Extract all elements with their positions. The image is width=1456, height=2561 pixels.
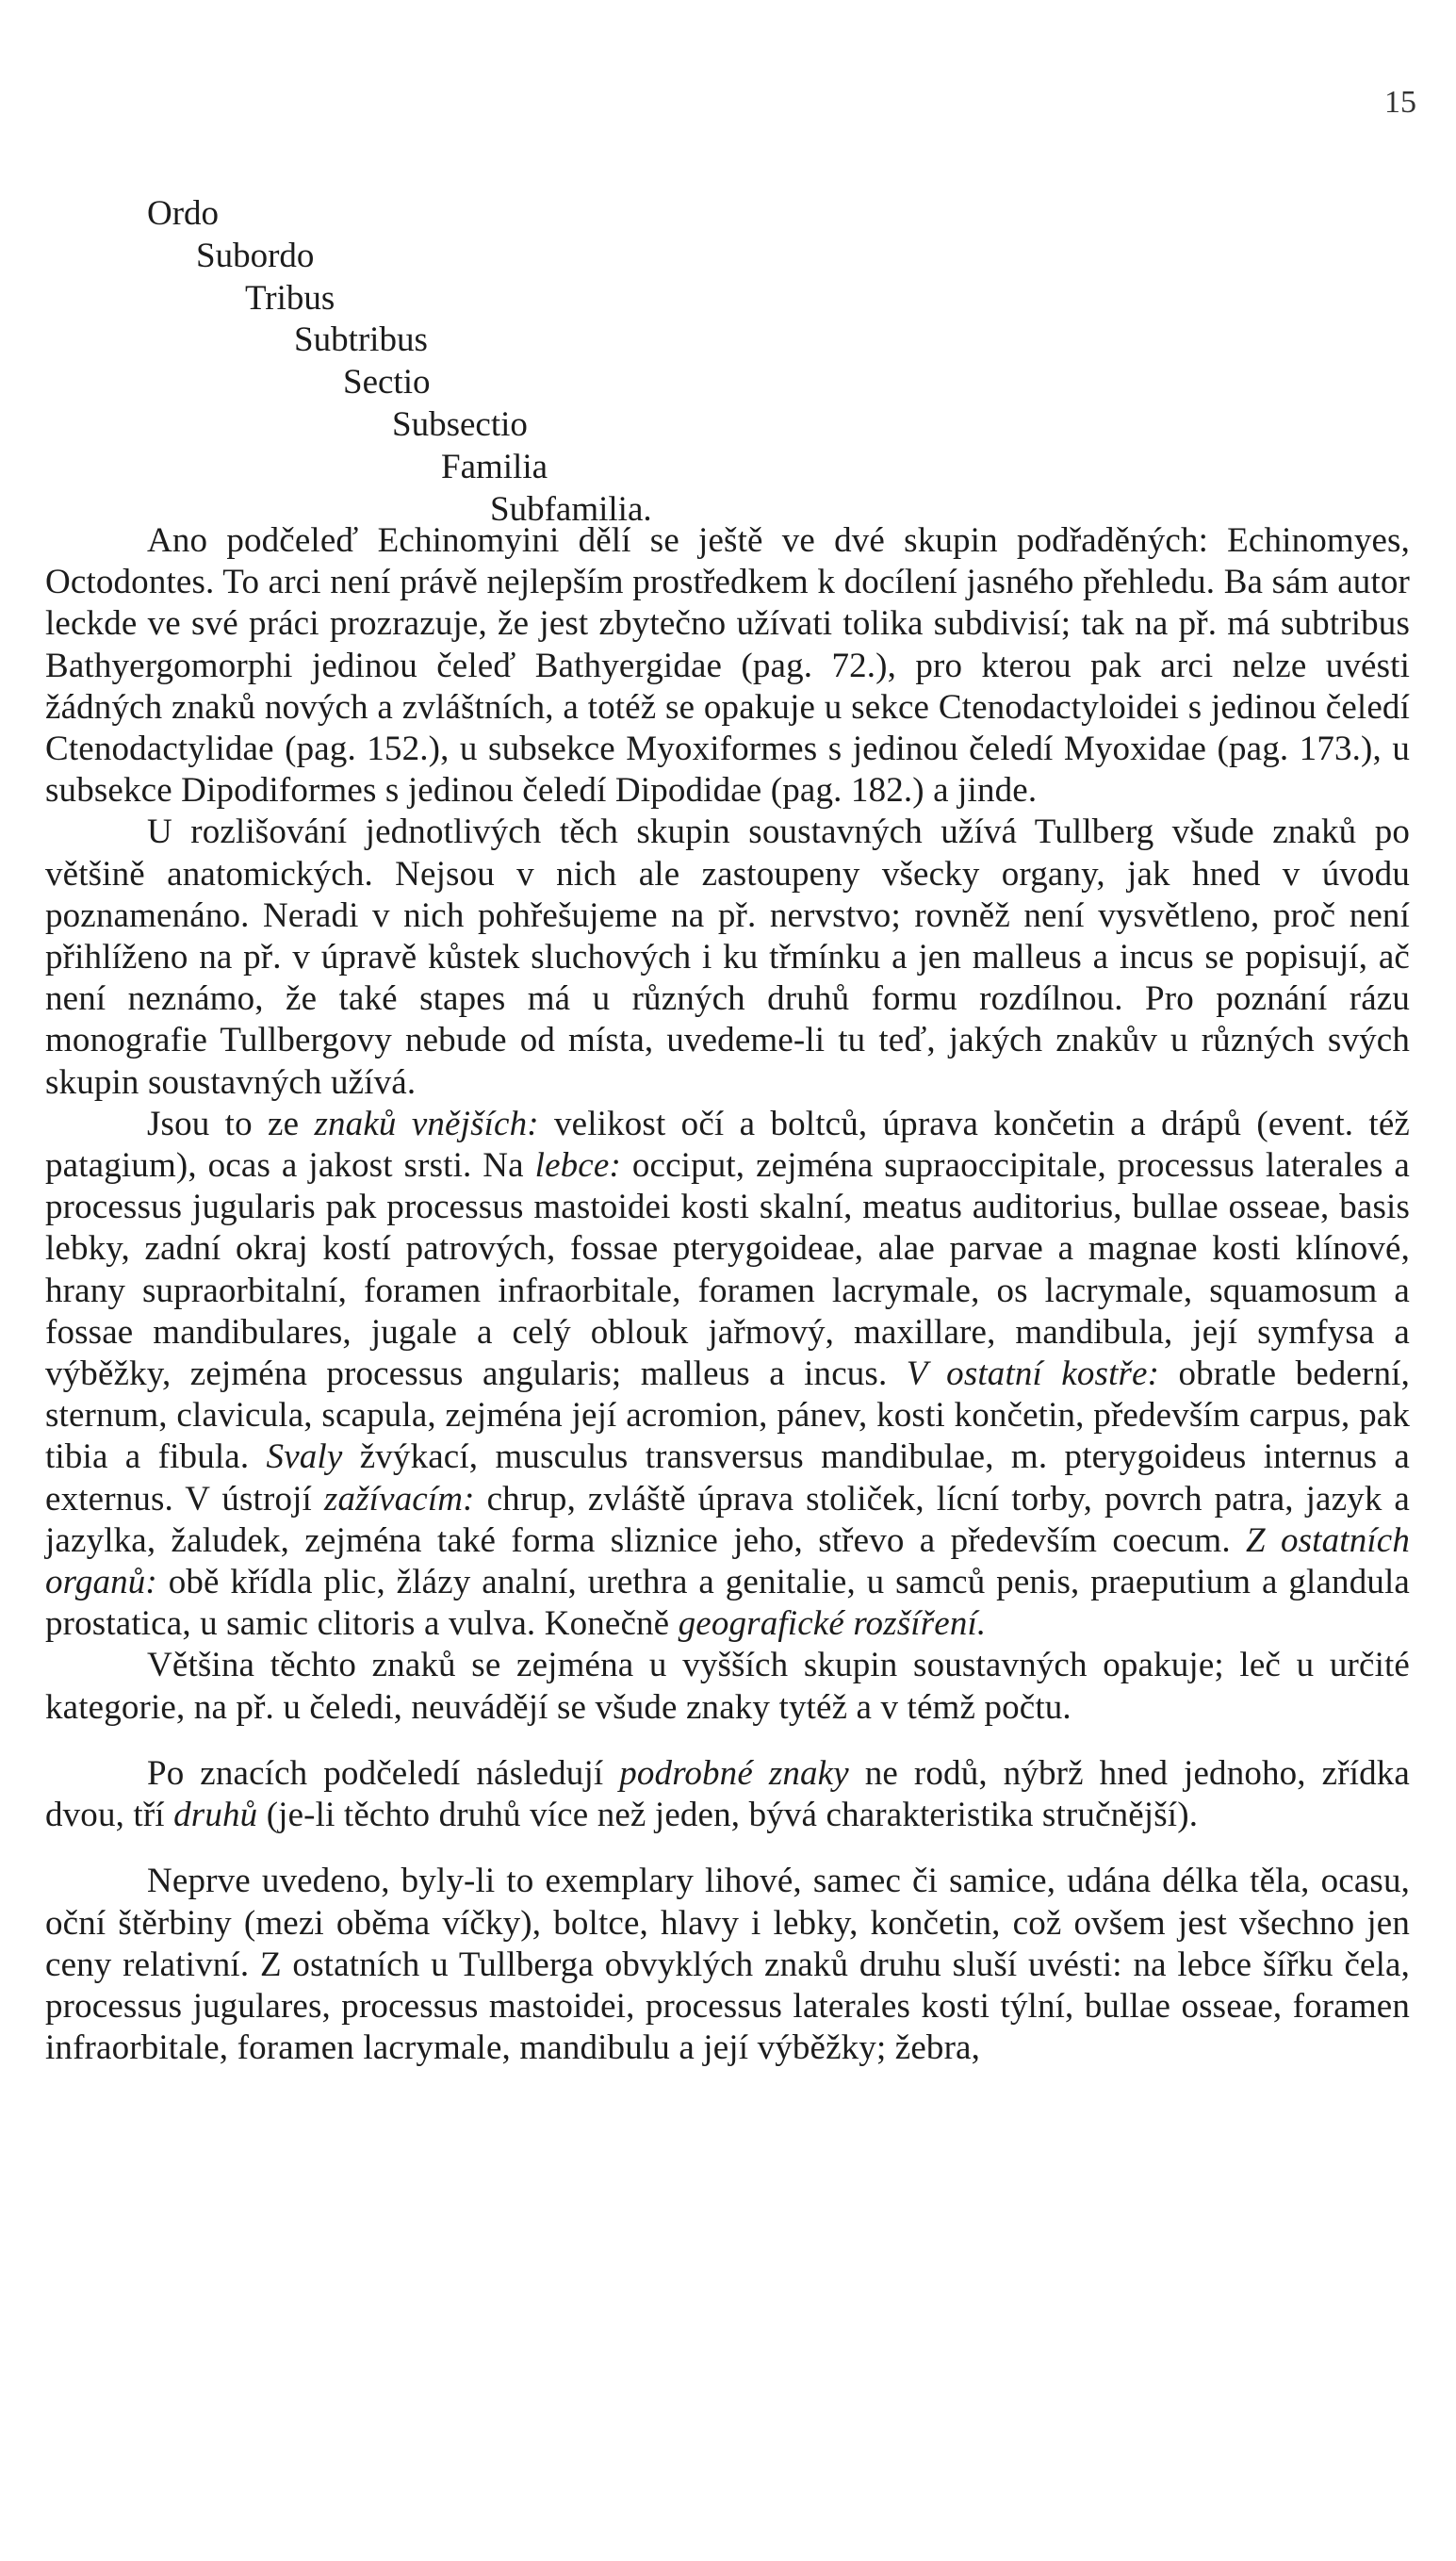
text-run: žvýkací, musculus transversus mandibulae, m. pterygoideus internus a externus. V ústrojí [45, 1437, 1411, 1519]
italic-term: Svaly [266, 1437, 343, 1477]
hierarchy-item: Tribus [245, 278, 335, 318]
italic-term: lebce: [534, 1146, 621, 1186]
italic-term: geografické rozšíření. [678, 1604, 987, 1644]
text-run: (je-li těchto druhů více než jeden, bývá charakteristika stručnější). [257, 1796, 1199, 1835]
text-run: Jsou to ze [147, 1104, 315, 1143]
hierarchy-item: Sectio [343, 363, 431, 402]
paragraph-subfamily-groups: Ano podčeleď Echinomyini dělí se ještě ve dvé skupin podřaděných: Echinomyes, Octodontes. To arci není právě nejlepším prostředkem k docílení jasného přehledu. Ba sám autor leckde ve své práci prozrazuje, že jest zbytečno užívati tolika subdivisí; tak na př. má subtribus Bathyergomorphi jedinou čeleď Bathyergidae (pag. 72.), pro kterou pak arci nelze uvésti žádných znaků nových a zvláštních, a totéž se opakuje u sekce Ctenodactyloidei s jedinou čeledí Ctenodactylidae (pag. 152.), u subsekce Myoxiformes s jedinou čeledí Myoxidae (pag. 173.), u subsekce Dipodiformes s jedinou čeledí Dipodidae (pag. 182.) a jinde. [45, 521, 1410, 811]
taxonomic-hierarchy [147, 193, 652, 531]
paragraph-specimen-measurements: Neprve uvedeno, byly-li to exemplary lihové, samec či samice, udána délka těla, ocasu, oční štěrbiny (mezi oběma víčky), boltce, hlavy i lebky, končetin, což ovšem jest všechno jen ceny relativní. Z ostatních u Tullberga obvyklých znaků druhu sluší uvésti: na lebce šířku čela, processus jugulares, processus mastoidei, processus laterales kosti týlní, bullae osseae, foramen infraorbitale, foramen lacrymale, mandibulu a její výběžky; žebra, [45, 1862, 1410, 2068]
italic-term: Z ostatních organů: [45, 1520, 1410, 1602]
text-run: chrup, zvláště úprava stoliček, lícní torby, povrch patra, jazyk a jazylka, žaludek, zejména také forma sliznice jeho, střevo a především coecum. [45, 1479, 1410, 1560]
hierarchy-item: Ordo [147, 194, 220, 233]
italic-term: podrobné znaky [619, 1753, 849, 1793]
italic-term: V ostatní kostře: [906, 1354, 1160, 1394]
italic-term: zažívacím: [323, 1479, 475, 1519]
text-run: obratle bederní, sternum, clavicula, scapula, zejména její acromion, pánev, kosti končetin, především carpus, pak tibia a fibula. [45, 1354, 1410, 1477]
text-run: Po znacích podčeledí následují [147, 1753, 620, 1793]
paragraph-tullberg-characters: U rozlišování jednotlivých těch skupin soustavných užívá Tullberg všude znaků po většině anatomických. Nejsou v nich ale zastoupeny všecky organy, jak hned v úvodu poznamenáno. Neradi v nich pohřešujeme na př. nervstvo; rovněž není vysvětleno, proč není přihlíženo na př. v úpravě kůstek sluchových i ku třmínku a jen malleus a incus se popisují, ač není neznámo, že také stapes má u různých druhů formu rozdílnou. Pro poznání rázu monografie Tullbergovy nebude od místa, uvedeme-li tu teď, jakých znakův u různých svých skupin soustavných užívá. [45, 813, 1410, 1102]
page-number: 15 [1384, 85, 1416, 120]
italic-term: druhů [173, 1796, 258, 1835]
text-run: occiput, zejména supraoccipitale, processus laterales a processus jugularis pak processus mastoidei kosti skalní, meatus auditorius, bullae osseae, basis lebky, zadní okraj kostí patrových, fossae pterygoideae, alae parvae a magnae kosti klínové, hrany supraorbitalní, foramen infraorbitale, foramen lacrymale, os lacrymale, squamosum a fossae mandibulares, jugale a celý oblouk jařmový, maxillare, mandibula, její symfysa a výběžky, zejména processus angularis; malleus a incus. [45, 1146, 1410, 1394]
hierarchy-item: Subsectio [392, 404, 528, 444]
text-run: obě křídla plic, žlázy analní, urethra a genitalie, u samců penis, praeputium a glandula prostatica, u samic clitoris a vulva. Konečně [45, 1563, 1410, 1644]
italic-term: znaků vnějších: [314, 1104, 539, 1143]
hierarchy-item: Subordo [196, 236, 315, 275]
hierarchy-item: Subtribus [294, 320, 428, 360]
hierarchy-item: Familia [441, 447, 548, 486]
hierarchy-item: Subfamilia. [490, 489, 652, 529]
paragraph-characters-list [45, 1104, 1410, 1646]
paragraph-repetition: Většina těchto znaků se zejména u vyšších skupin soustavných opakuje; leč u určité kategorie, na př. u čeledi, neuvádějí se všude znaky tytéž a v témž počtu. [45, 1646, 1410, 1727]
text-run: ne rodů, nýbrž hned jednoho, zřídka dvou, tří [45, 1753, 1410, 1835]
body-text [45, 520, 1410, 2069]
text-run: velikost očí a boltců, úprava končetin a drápů (event. též patagium), ocas a jakost srsti. Na [45, 1104, 1411, 1186]
paragraph-species-characters [45, 1753, 1410, 1836]
